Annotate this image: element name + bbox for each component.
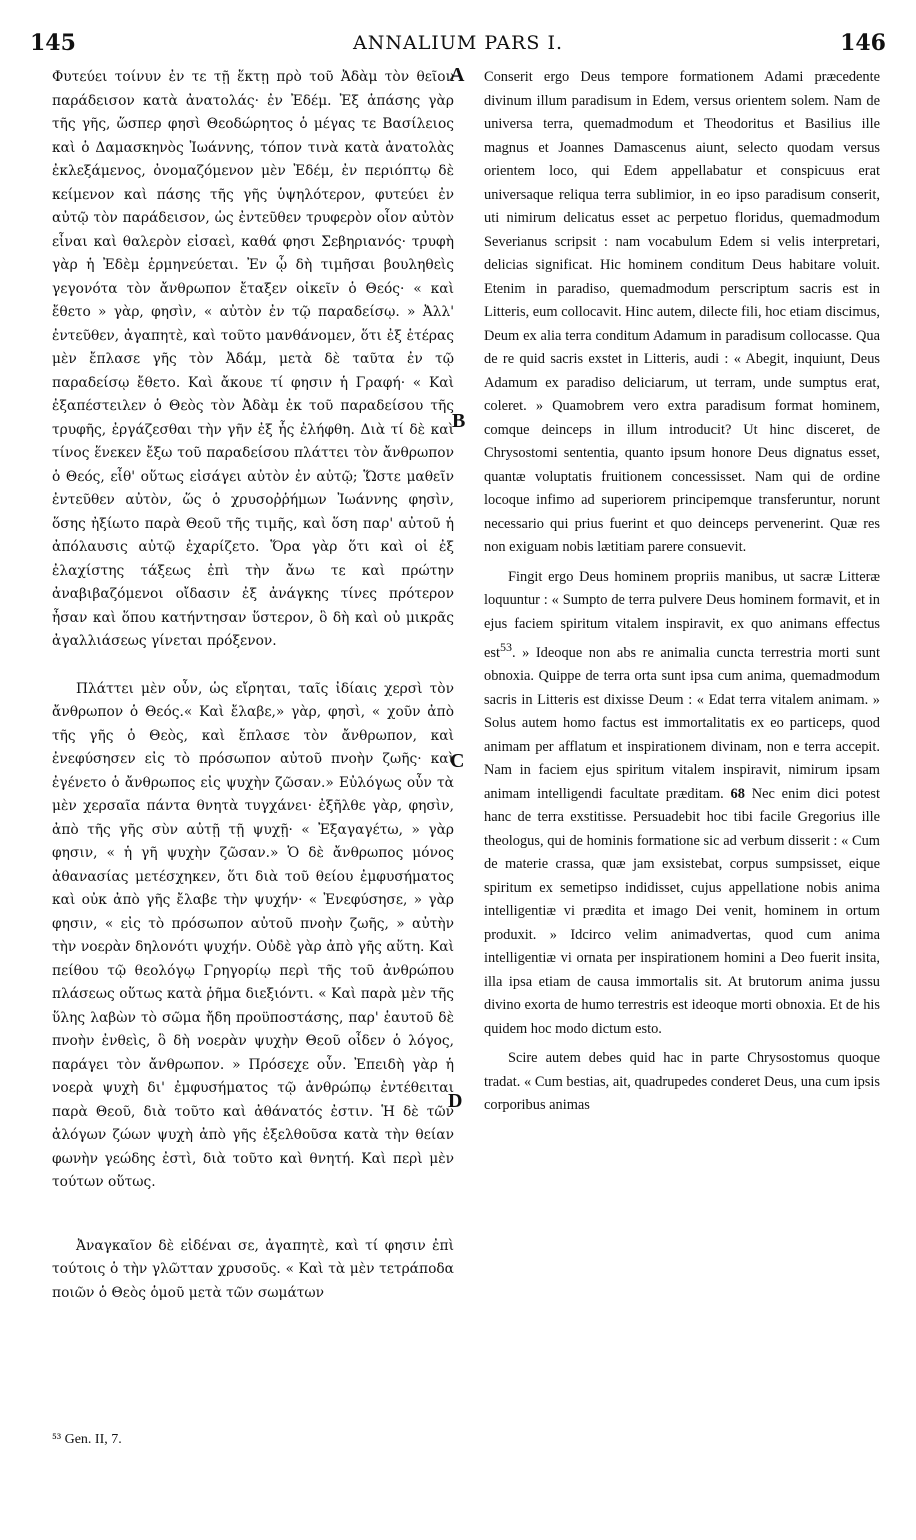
footnote-ref: 53 xyxy=(500,640,512,654)
latin-paragraph-2-cont: . » Ideoque non abs re animalia cuncta terrestria morti sunt obnoxia. Quippe de terra orta sunt ipsa cum anima, quemadmodum sacris in Litteris est dixisse Deum : « Edat terra vitalem animam. » Solus autem homo factus est immortalitatis ex eo particeps, quod animam per afflatum et inspirationem divinam, non e terra accepit. Nam in faciem ejus spiritum vitalem inspiravit, nimirum ipsam animam intelligendi facultate præditam. xyxy=(484,644,880,802)
latin-paragraph-3: Scire autem debes quid hac in parte Chrysostomus quoque tradat. « Cum bestias, ait, quadrupedes conderet Deus, una cum ipsis corporibus animas xyxy=(484,1050,880,1114)
page-header xyxy=(30,30,886,60)
latin-paragraph-1: Conserit ergo Deus tempore formationem Adami præcedente divinum illum paradisum in Edem, versus orientem solem. Nam de universa terra, quemadmodum et Theodoritus et Basilius ille magnus et Joannes Damascenus aiunt, selecto quodam versus orientem loco, qui Edem appellabatur et conspicuus erat universaque reliqua terra sublimior, in eo ipso paradisum conserit, uti nimirum delicatus esset ac perpetuo floridus, quemadmodum Severianus scripsit : nam vocabulum Edem si velis interpretari, delicias significat. Hic hominem conditum Deus habitare voluit. Etenim in paradiso, quemadmodum perscriptum sacris est in Litteris, eum collocavit. Hinc autem, dilecte fili, hoc etiam discimus, Deum ex alia terra conditum Adamum in paradisum collocasse. Qua de re quid sacris exstet in Litteris, audi : « Abegit, inquiunt, Deus Adamum ex paradiso deliciarum, ut terram, unde sumptus erat, coleret. » Quamobrem vero extra paradisum format hominem, comque deinceps in illum introducit? Ut hinc disceret, de Chrysostomi sententia, quanto ipsum honore Deus dignatus esset, quantæ voluptatis fruitionem concessisset. Nam qui de ordine locoque infimo ad superiorem principemque transferuntur, norunt necessario qui prius fuerint et quo deinceps pervenerint. Quæ res non exiguam nobis lætitiam parere consuevit. xyxy=(484,69,880,555)
greek-paragraph-3: Ἀναγκαῖον δὲ εἰδέναι σε, ἀγαπητὲ, καὶ τί φησιν ἐπὶ τούτοις ὁ τὴν γλῶτταν χρυσοῦς. « Καὶ τὰ μὲν τετράποδα ποιῶν ὁ Θεὸς ὁμοῦ μετὰ τῶν σωμάτων xyxy=(52,1237,454,1301)
margin-marker-d: D xyxy=(448,1090,463,1112)
latin-column xyxy=(484,66,880,1118)
page-number-right: 146 xyxy=(840,30,886,56)
greek-paragraph-2: Πλάττει μὲν οὖν, ὡς εἴρηται, ταῖς ἰδίαις χερσὶ τὸν ἄνθρωπον ὁ Θεός.« Καὶ ἔλαβε,» γὰρ, φησὶ, « χοῦν ἀπὸ τῆς γῆς ὁ Θεὸς, καὶ ἔπλασε τὸν ἄνθρωπον, καὶ ἐνεφύσησεν εἰς τὸ πρόσωπον αὐτοῦ πνοὴν ζωῆς· καὶ ἐγένετο ὁ ἄνθρωπος εἰς ψυχὴν ζῶσαν.» Εὐλόγως οὖν τὰ μὲν χερσαῖα πάντα θνητὰ τυγχάνει· ἐξῆλθε γὰρ, φησὶν, ἀπὸ τῆς γῆς σὺν αὐτῇ τῇ ψυχῇ· « Ἐξαγαγέτω, » γὰρ φησιν, « ἡ γῆ ψυχὴν ζῶσαν.» Ὁ δὲ ἄνθρωπος μόνος ἀθανασίας μετέσχηκεν, ὅτι διὰ τοῦ θείου ἐμφυσήματος καὶ οὐκ ἀπὸ γῆς ἔλαβε τὴν ψυχήν· « Ἐνεφύσησε, » γὰρ φησιν, « εἰς τὸ πρόσωπον αὐτοῦ πνοὴν ζωῆς, » αὐτὴν τὴν νοερὰν δηλονότι ψυχήν. Οὐδὲ γὰρ ἀπὸ γῆς αὕτη. Καὶ πείθου τῷ θεολόγῳ Γρηγορίῳ περὶ τῆς τοῦ ἀνθρώπου πλάσεως οὕτως κατὰ ῥῆμα διεξιόντι. « Καὶ παρὰ μὲν τῆς ὕλης λαβὼν τὸ σῶμα ἤδη προϋποστάσης, παρ' ἑαυτοῦ δὲ πνοὴν ἐνθεὶς, ὃ δὴ νοερὰν ψυχὴν Θεοῦ οἶδεν ὁ λόγος, παράγει τὸν ἄνθρωπον. » Πρόσεχε οὖν. Ἐπειδὴ γὰρ ἡ νοερὰ ψυχὴ δι' ἐμφυσήματος τῷ ἀνθρώπῳ ἐντέθειται παρὰ Θεοῦ, διὰ τοῦτο καὶ ἀθάνατός ἐστιν. Ἡ δὲ τῶν ἀλόγων ζώων ψυχὴ ἀπὸ γῆς ἐξελθοῦσα κατὰ τὴν θείαν φωνὴν γεώδης ἐστὶ, διὰ τοῦτο καὶ θνητή. Καὶ περὶ μὲν τούτων οὕτως. xyxy=(52,680,454,1190)
margin-marker-a: A xyxy=(450,64,465,86)
margin-marker-b: B xyxy=(452,410,466,432)
latin-paragraph-2 xyxy=(484,566,880,1042)
greek-paragraph-1: Φυτεύει τοίνυν ἐν τε τῇ ἕκτῃ πρὸ τοῦ Ἀδὰμ τὸν θεῖον παράδεισον κατὰ ἀνατολάς· ἐν Ἐδέμ. Ἐξ ἁπάσης γὰρ τῆς γῆς, ὥσπερ φησὶ Θεοδώρητος ὁ μέγας τε Βασίλειος καὶ ὁ Δαμασκηνὸς Ἰωάννης, τόπον τινὰ κατὰ ἀνατολὰς ἐκλεξάμενος, ὀνομαζόμενον μὲν Ἐδέμ, ἐν περιόπτῳ δὲ κείμενον καὶ πάσης τῆς γῆς ὑψηλότερον, φυτεύει ἐν αὐτῷ τὸν παράδεισον, ὡς ἐντεῦθεν τρυφερὸν οἷον αὐτὸν εἶναι καὶ θαλερὸν εἰσαεὶ, καθά φησι Σεβηριανός· τρυφὴ γὰρ ἡ Ἐδὲμ ἑρμηνεύεται. Ἐν ᾧ δὴ τιμῆσαι βουληθεὶς γεγονότα τὸν ἄνθρωπον ἔταξεν οἰκεῖν ὁ Θεός· « καὶ ἔθετο » γὰρ, φησὶν, « αὐτὸν ἐν τῷ παραδείσῳ. » Ἀλλ' ἐντεῦθεν, ἀγαπητὲ, καὶ τοῦτο μανθάνομεν, ὅτι ἐξ ἑτέρας μὲν ἔπλασε γῆς τὸν Ἀδάμ, μετὰ δὲ ταῦτα ἐν τῷ παραδείσῳ ἔθετο. Καὶ ἄκουε τί φησιν ἡ Γραφή· « Καὶ ἐξαπέστειλεν ὁ Θεὸς τὸν Ἀδὰμ ἐκ τοῦ παραδείσου τῆς τρυφῆς, ἐργάζεσθαι τὴν γῆν ἐξ ἧς ἐλήφθη. Διὰ τί δὲ καὶ τίνος ἕνεκεν ἔξω τοῦ παραδείσου πλάττει τὸν ἄνθρωπον ὁ Θεός, εἶθ' οὕτως εἰσάγει αὐτὸν ἐν αὐτῷ; Ὥστε μαθεῖν ἐντεῦθεν αὐτὸν, ὥς ὁ χρυσοῤῥήμων Ἰωάννης φησὶν, ὅσης ἠξίωτο παρὰ Θεοῦ τῆς τιμῆς, καὶ ὅση παρ' αὐτοῦ ἡ ἀπόλαυσις αὐτῷ ἐχαρίζετο. Ὅρα γὰρ ὅτι καὶ οἱ ἐξ ἐλαχίστης τάξεως ἐπὶ τὴν ἄνω τε καὶ πρώτην ἀναβιβαζόμενοι οἴδασιν ἐξ ἀνάγκης τίνες πρότερον ἦσαν καὶ ὅπου κατήντησαν ὕστερον, ὃ δὴ καὶ οὐ μικρᾶς ἀγαλλιάσεως γίνεται πρόξενον. xyxy=(52,69,454,649)
latin-paragraph-2-end: Nec enim dici potest hanc de terra exstitisse. Persuadebit hoc tibi facile Gregorius ille theologus, qui de hominis formatione sic ad verbum disserit : « Cum de materie crassa, quæ jam exsistebat, corpus sumpsisset, eique spiritum ex semetipso indidisset, cujus appellatione nobis anima intelligentiæ vi prædita et imago Dei venit, hominem in ortum produxit. » Idcirco velim animadvertas, quod cum anima intelligentiæ vi ornata per inspirationem homini a Deo fuerit insita, illa ipsa etiam de causa immortalis sit. At brutorum anima jussu divino exorta de humo terrestris est ideoque morti obnoxia. Et de his quidem hoc modo dictum esto. xyxy=(484,785,880,1037)
column-number-68: 68 xyxy=(730,785,745,802)
page-number-left: 145 xyxy=(30,30,76,56)
latin-paragraph-2-text: Fingit ergo Deus hominem propriis manibus, ut sacræ Litteræ loquuntur : « Sumpto de terra pulvere Deus hominem formavit, et in ejus faciem spiritum vitalem inspiravit, ex quo animans effectus est xyxy=(484,568,880,661)
running-title: ANNALIUM PARS I. xyxy=(353,32,563,54)
margin-marker-c: C xyxy=(450,750,465,772)
greek-column xyxy=(52,66,454,1305)
footnote: ⁵³ Gen. II, 7. xyxy=(52,1432,122,1447)
